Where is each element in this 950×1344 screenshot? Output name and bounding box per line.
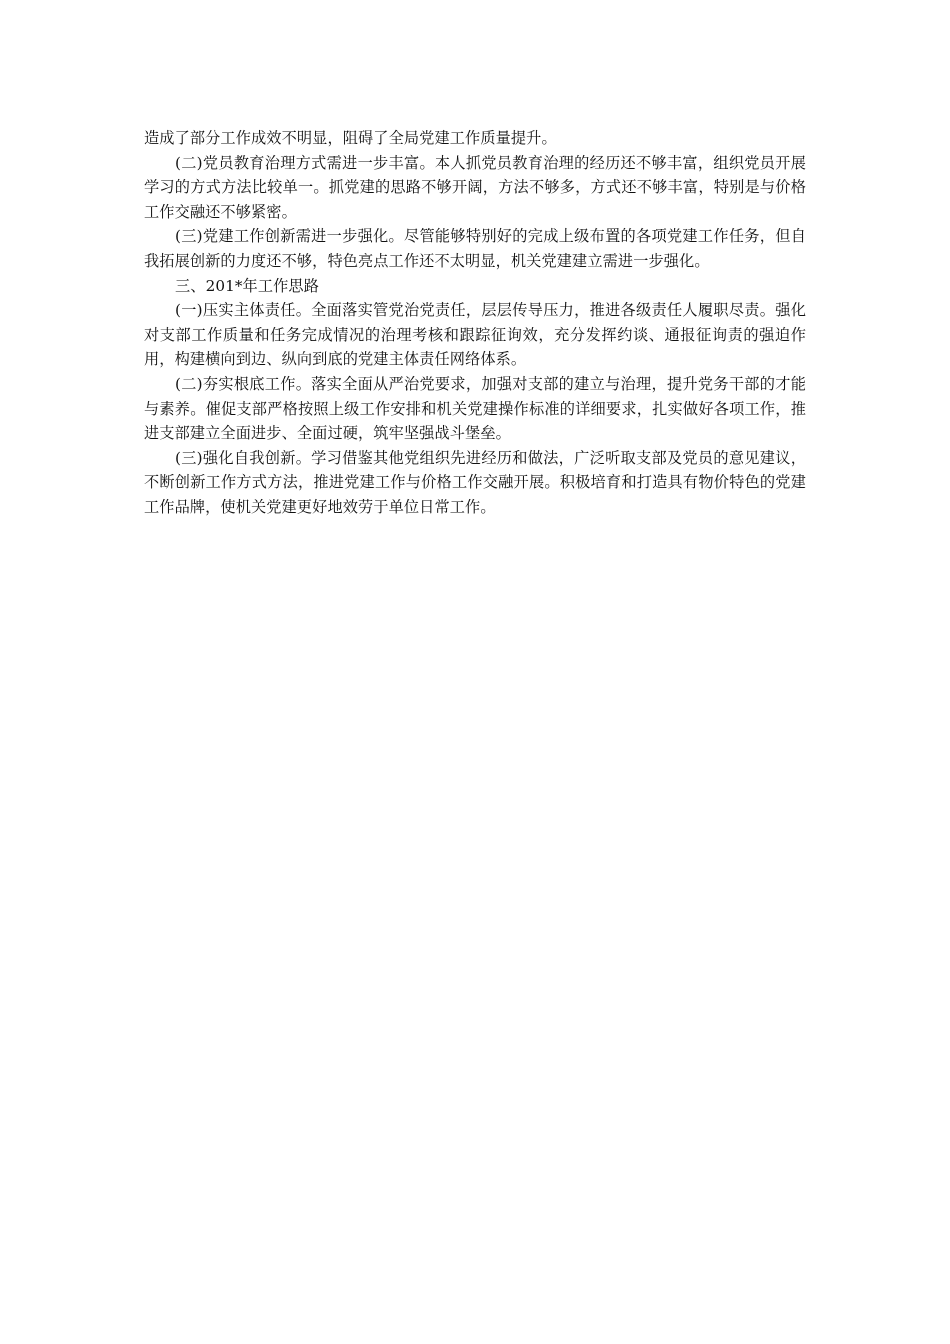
paragraph-plan-2: (二)夯实根底工作。落实全面从严治党要求，加强对支部的建立与治理，提升党务干部的才能与素养。催促支部严格按照上级工作安排和机关党建操作标准的详细要求，扎实做好各项工作，推进支部建立全面进步、全面过硬，筑牢坚强战斗堡垒。: [144, 374, 806, 443]
document-body: [144, 126, 806, 520]
paragraph-plan-1: (一)压实主体责任。全面落实管党治党责任，层层传导压力，推进各级责任人履职尽责。强化对支部工作质量和任务完成情况的治理考核和跟踪征询效，充分发挥约谈、通报征询责的强迫作用，构建横向到边、纵向到底的党建主体责任网络体系。: [144, 301, 806, 369]
paragraph-plan-3: (三)强化自我创新。学习借鉴其他党组织先进经历和做法，广泛听取支部及党员的意见建议，不断创新工作方式方法，推进党建工作与价格工作交融开展。积极培育和打造具有物价特色的党建工作品牌，使机关党建更好地效劳于单位日常工作。: [144, 448, 806, 516]
section-heading-work-plan: 三、201*年工作思路: [175, 276, 319, 295]
paragraph-item-3: (三)党建工作创新需进一步强化。尽管能够特别好的完成上级布置的各项党建工作任务，但自我拓展创新的力度还不够，特色亮点工作还不太明显，机关党建建立需进一步强化。: [144, 227, 806, 270]
paragraph-item-2: (二)党员教育治理方式需进一步丰富。本人抓党员教育治理的经历还不够丰富，组织党员开展学习的方式方法比较单一。抓党建的思路不够开阔，方法不够多，方式还不够丰富，特别是与价格工作交融还不够紧密。: [144, 153, 806, 221]
paragraph-continuation: 造成了部分工作成效不明显，阻碍了全局党建工作质量提升。: [144, 129, 557, 147]
